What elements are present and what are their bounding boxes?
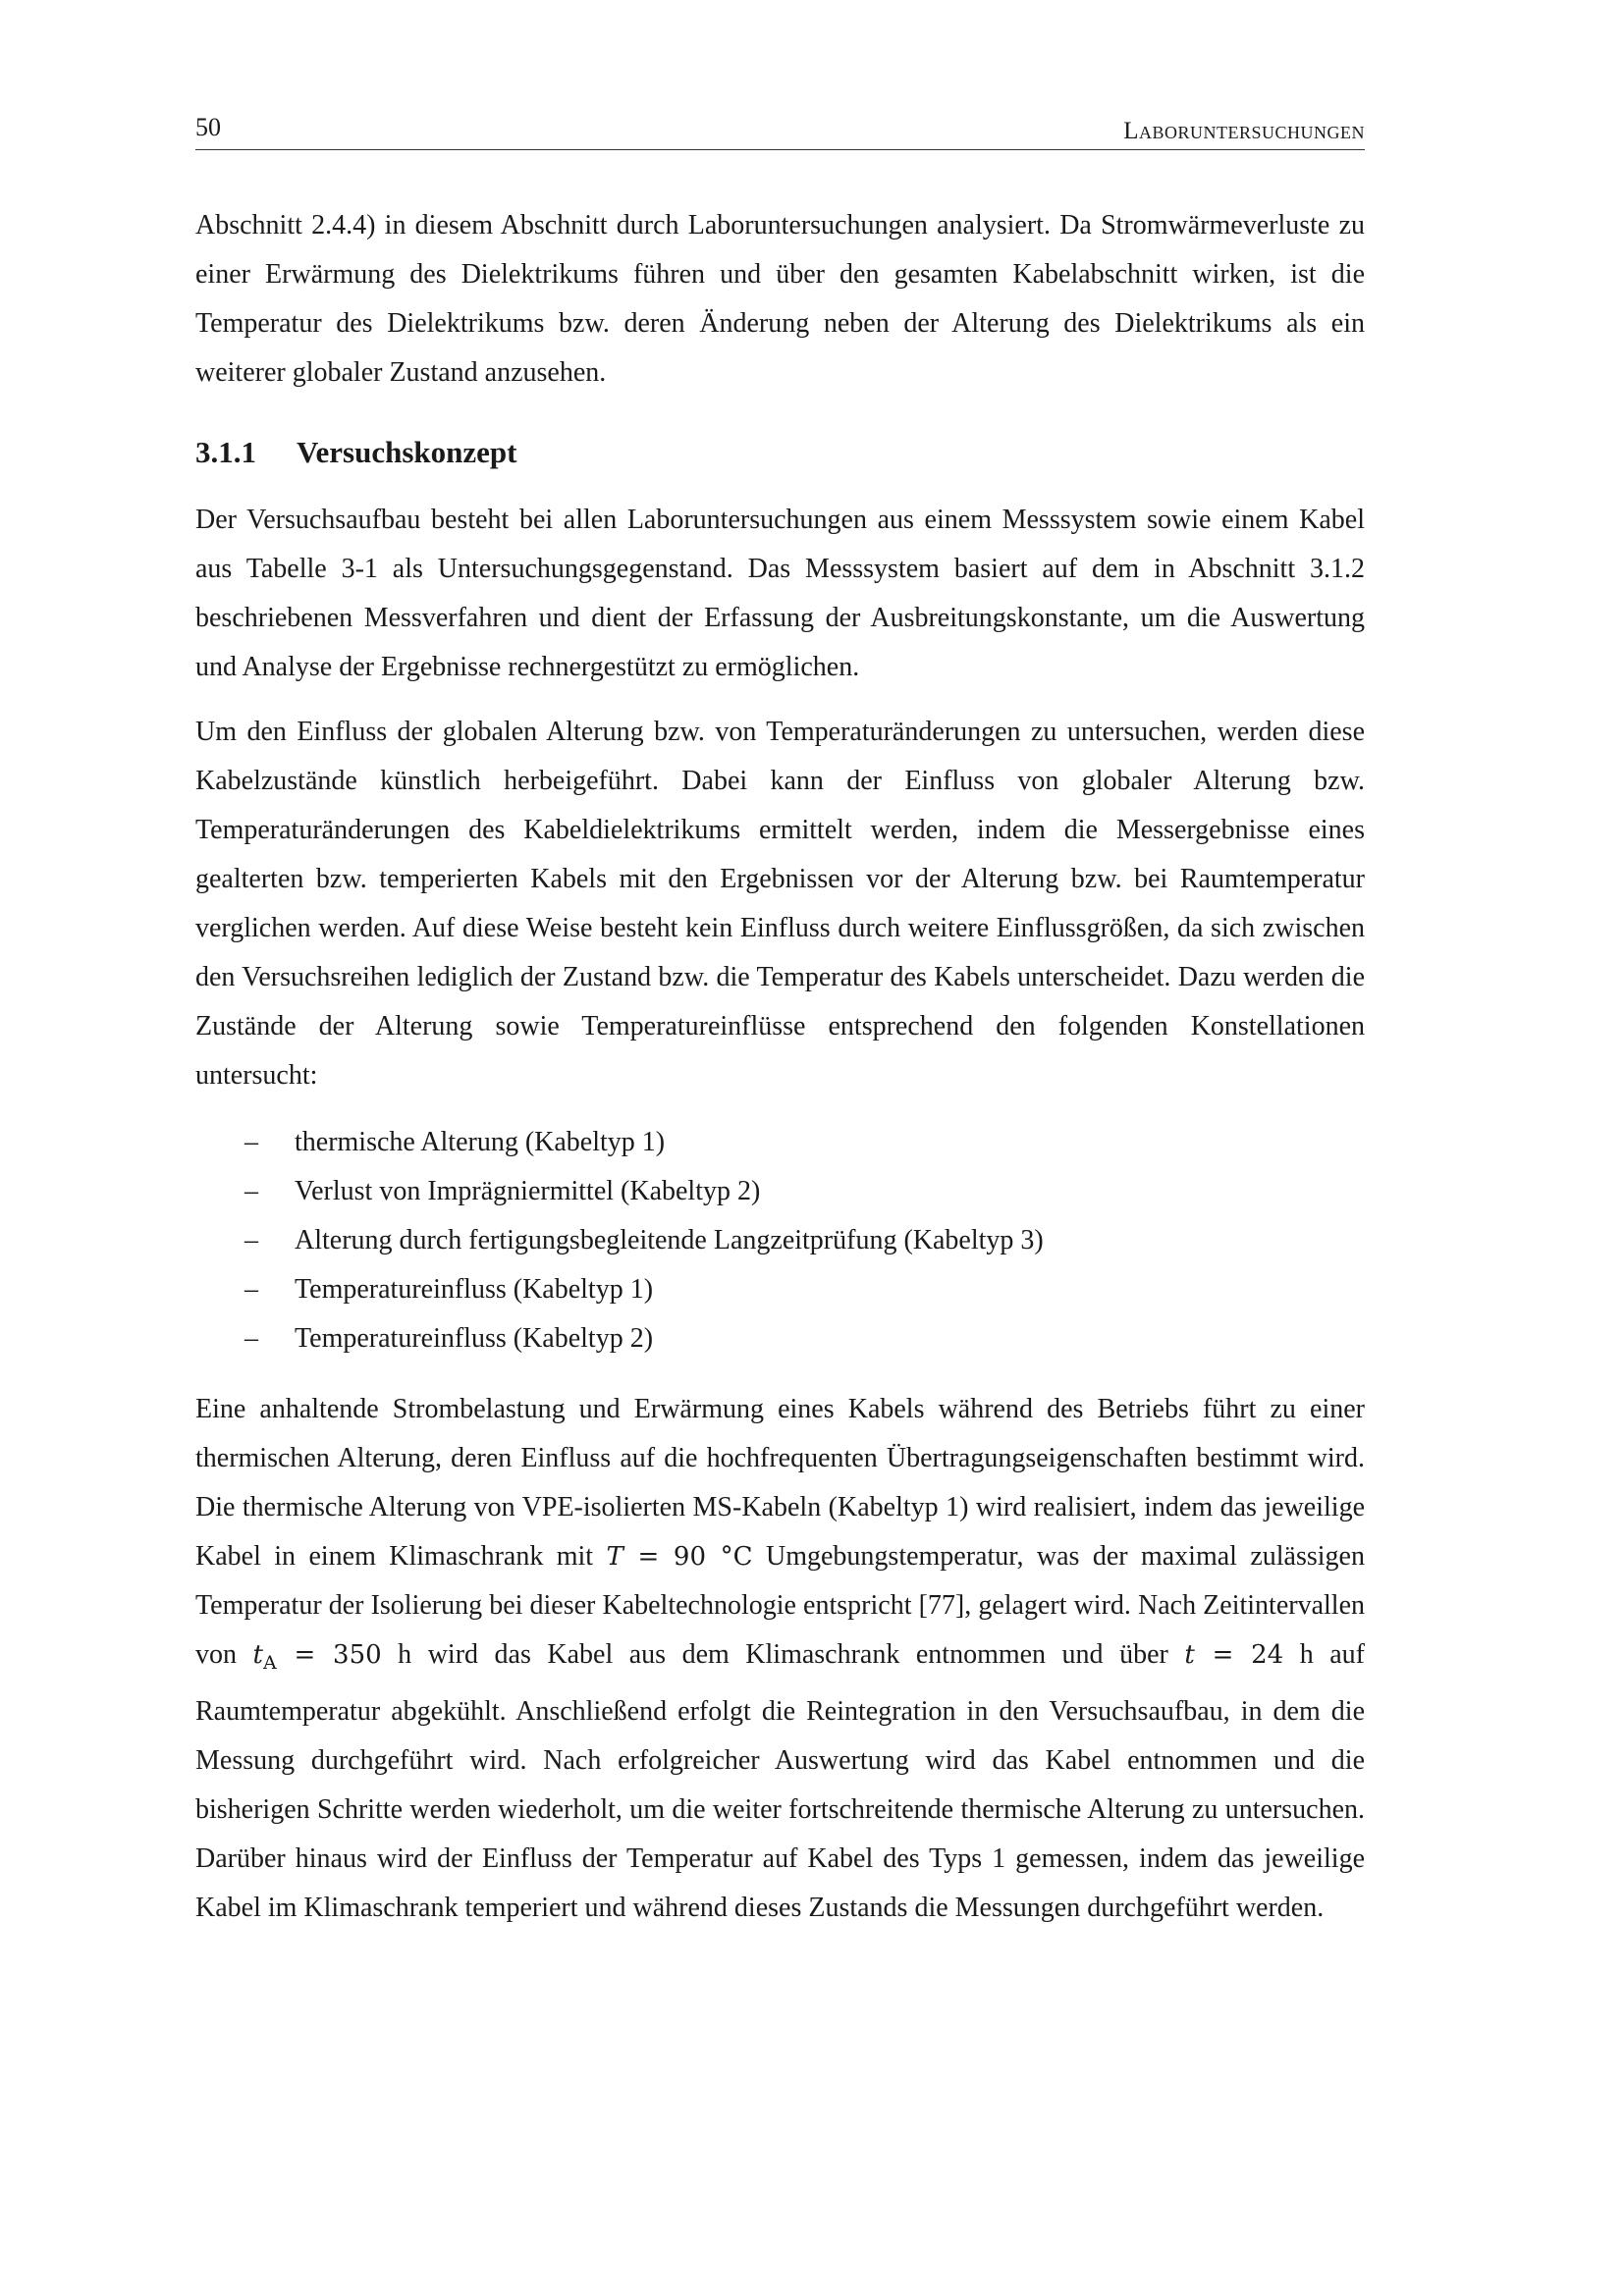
list-item-text: Temperatureinfluss (Kabeltyp 1) (295, 1274, 654, 1305)
text-segment: auf Raumtemperatur abgekühlt. Anschließend erfolgt die Reintegration in den Versuchsaufbau, in dem die Messung durchgeführt wird. Nach erfolgreicher Auswertung wird das Kabel entnommen und die bisherigen Schritte werden wiederholt, um die weiter fortschreitende thermische Alterung zu untersuchen. Darüber hinaus wird der Einfluss der Temperatur auf Kabel des Typs 1 gemessen, indem das jeweilige Kabel im Klimaschrank temperiert und während dieses Zustands die Messungen durchgeführt werden. (195, 1639, 1365, 1923)
list-dash: – (244, 1274, 258, 1305)
math-value-t: = 24 (1194, 1640, 1284, 1670)
list-item (195, 1167, 1365, 1216)
paragraph-versuchsaufbau: Der Versuchsaufbau besteht bei allen Laboruntersuchungen aus einem Messsystem sowie einem Kabel aus Tabelle 3-1 als Untersuchungsgegenstand. Das Messsystem basiert auf dem in Abschnitt 3.1.2 beschriebenen Messverfahren und dient der Erfassung der Ausbreitungskonstante, um die Auswertung und Analyse der Ergebnisse rechnergestützt zu ermöglichen. (195, 505, 1365, 682)
section-number: 3.1.1 (195, 435, 256, 469)
unit-hours: h (1283, 1639, 1314, 1670)
running-title: Laboruntersuchungen (1123, 118, 1365, 144)
math-variable-t: t (1184, 1640, 1195, 1670)
unit-hours: h (381, 1639, 412, 1670)
math-t: t (252, 1640, 263, 1670)
list-item-text: Verlust von Imprägniermittel (Kabeltyp 2) (295, 1176, 761, 1206)
list-dash: – (244, 1176, 258, 1206)
page-header (195, 106, 1365, 150)
list-item (195, 1118, 1365, 1167)
math-value-T: = 90 °C (623, 1542, 753, 1572)
list-item-text: thermische Alterung (Kabeltyp 1) (295, 1127, 666, 1157)
constellation-list (195, 1118, 1365, 1363)
list-item (195, 1314, 1365, 1363)
page-number: 50 (195, 113, 221, 141)
list-item-text: Alterung durch fertigungsbegleitende Langzeitprüfung (Kabeltyp 3) (295, 1225, 1044, 1255)
list-dash: – (244, 1323, 258, 1354)
paragraph-einfluss: Um den Einfluss der globalen Alterung bzw. von Temperaturänderungen zu untersuchen, werden diese Kabelzustände künstlich herbeigeführt. Dabei kann der Einfluss von globaler Alterung bzw. Temperaturänderungen des Kabeldielektrikums ermittelt werden, indem die Messergebnisse eines gealterten bzw. temperierten Kabels mit den Ergebnissen vor der Alterung bzw. bei Raumtemperatur verglichen werden. Auf diese Weise besteht kein Einfluss durch weitere Einflussgrößen, da sich zwischen den Versuchsreihen lediglich der Zustand bzw. die Temperatur des Kabels unterscheidet. Dazu werden die Zustände der Alterung sowie Temperatureinflüsse entsprechend den folgenden Konstellationen untersucht: (195, 717, 1365, 1091)
section-title: Versuchskonzept (297, 435, 517, 469)
paragraph-thermische-alterung (195, 1385, 1365, 1933)
list-item (195, 1216, 1365, 1265)
list-dash: – (244, 1225, 258, 1255)
list-item-text: Temperatureinfluss (Kabeltyp 2) (295, 1323, 654, 1354)
page-body (195, 201, 1365, 1949)
text-segment: wird das Kabel aus dem Klimaschrank entnommen und über (411, 1639, 1185, 1670)
math-value-tA: = 350 (276, 1640, 382, 1670)
intro-paragraph: Abschnitt 2.4.4) in diesem Abschnitt durch Laboruntersuchungen analysiert. Da Stromwärmeverluste zu einer Erwärmung des Dielektrikums führen und über den gesamten Kabelabschnitt wirken, ist die Temperatur des Dielektrikums bzw. deren Änderung neben der Alterung des Dielektrikums als ein weiterer globaler Zustand anzusehen. (195, 210, 1365, 388)
math-variable-tA (252, 1640, 277, 1674)
math-variable-T: T (606, 1542, 623, 1572)
list-item (195, 1265, 1365, 1314)
math-subscript-A: A (262, 1652, 277, 1674)
list-dash: – (244, 1127, 258, 1157)
text-segment: Eine anhaltende Strombelastung und Erwärmung eines Kabels während des Betriebs führt zu einer thermischen Alterung, deren Einfluss auf die hochfrequenten Übertragungseigenschaften bestimmt wird. Die thermische Alterung von VPE-isolierten MS-Kabeln (Kabeltyp 1) wird realisiert, indem das jeweilige Kabel in einem Klimaschrank mit (195, 1394, 1365, 1572)
text-segment: Umgebungstemperatur, was der maximal zulässigen Temperatur der Isolierung bei dieser Kabeltechnologie entspricht [77], gelagert wird. Nach Zeitintervallen von (195, 1541, 1365, 1670)
section-heading (195, 431, 1365, 474)
